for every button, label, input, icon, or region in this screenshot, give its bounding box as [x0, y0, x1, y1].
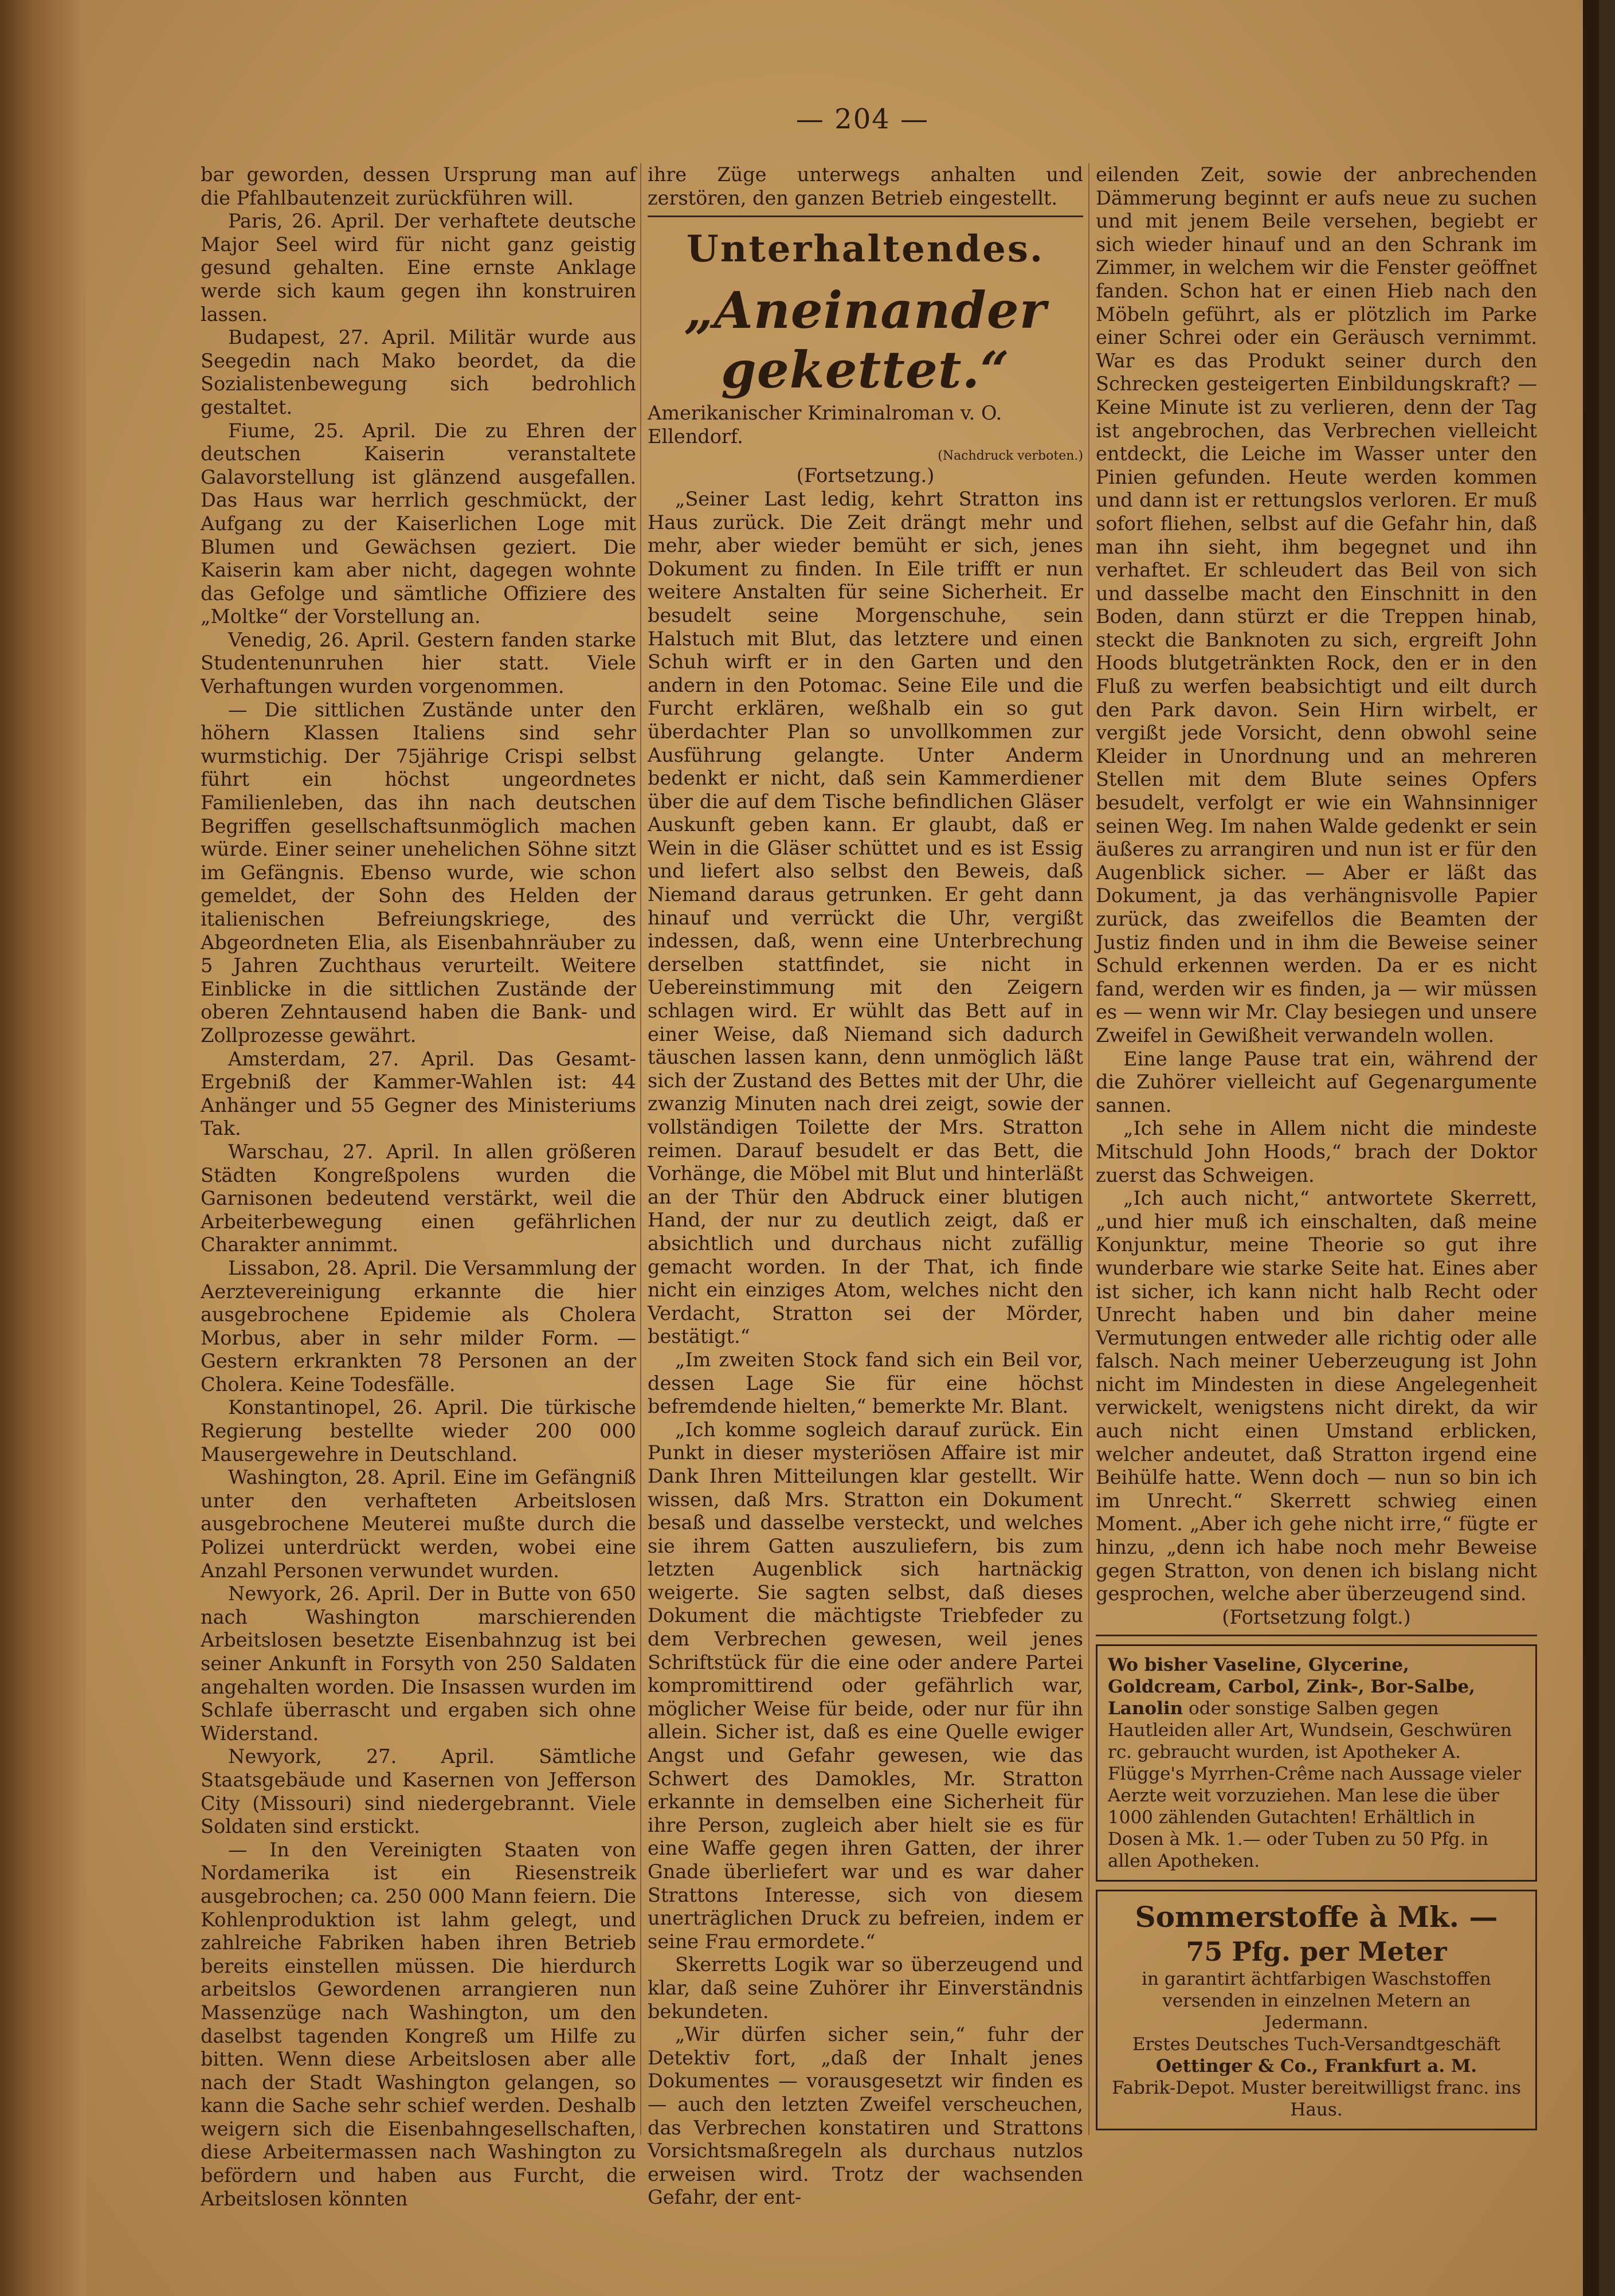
news-paragraph: bar geworden, dessen Ursprung man auf die Pfahlbautenzeit zurückführen will. — [201, 163, 636, 209]
news-item-paris: Paris, 26. April. Der verhaftete deutsche Major Seel wird für nicht ganz geistig gesund gehalten. Eine ernste Anklage werde sich kaum gegen ihn konstruiren lassen. — [201, 210, 636, 326]
column-feuilleton-cont — [1096, 163, 1537, 2130]
ad-line: Erstes Deutsches Tuch-Versandtgeschäft — [1132, 2034, 1501, 2055]
story-paragraph: „Seiner Last ledig, kehrt Stratton ins Haus zurück. Die Zeit drängt mehr und mehr, aber wieder bemüht er sich, jenes Dokument zu finden. In Eile trifft er nun weitere Anstalten für seine Sicherheit. Er besudelt seine Morgenschuhe, sein Halstuch mit Blut, das letztere und einen Schuh wirft er in den Garten und den andern in den Potomac. Seine Eile und die Furcht erklären, weßhalb ein so gut überdachter Plan so unvollkommen zur Ausführung gelangte. Unter Anderm bedenkt er nicht, daß sein Kammerdiener über die auf dem Tische befindlichen Gläser Auskunft geben kann. Er glaubt, daß er Wein in die Gläser schüttet und es ist Essig und liefert also selbst den Beweis, daß Niemand daraus getrunken. Er geht dann hinauf und verrückt die Uhr, vergißt indessen, daß, wenn eine Unterbrechung derselben stattfindet, sie nicht in Uebereinstimmung mit den Zeigern schlagen wird. Er wühlt das Bett auf in einer Weise, daß Niemand sich dadurch täuschen lassen kann, denn unmöglich läßt sich der Zustand des Bettes mit der Uhr, die zwanzig Minuten nach drei zeigt, sowie der vollständigen Toilette der Mrs. Stratton reimen. Darauf besudelt er das Bett, die Vorhänge, die Möbel mit Blut und hinterläßt an der Thür den Abdruck einer blutigen Hand, der nur zu deutlich zeigt, daß er absichtlich und durchaus nicht zufällig gemacht worden. In der That, ich finde nicht ein einziges Atom, welches nicht den Verdacht, Stratton sei der Mörder, bestätigt.“ — [648, 487, 1083, 1348]
section-heading: Unterhaltendes. — [686, 228, 1045, 271]
novel-subtitle: Amerikanischer Kriminalroman v. O. Ellendorf. — [648, 402, 1002, 448]
book-binding — [0, 0, 86, 2296]
story-paragraph: „Ich auch nicht,“ antwortete Skerrett, „und hier muß ich einschalten, daß meine Konjunktur, meine Theorie so gut ihre wunderbare wie starke Seite hat. Eines aber ist sicher, ich kann nicht halb Recht oder Unrecht haben und bin daher meine Vermutungen entweder alle richtig oder alle falsch. Nach meiner Ueberzeugung ist John nicht im Mindesten in diese Angelegenheit verwickelt, wenigstens nicht direkt, da wir auch nicht einen Umstand erblicken, welcher andeutet, daß Stratton irgend eine Beihülfe hatte. Wenn doch — nun so bin ich im Unrecht.“ Skerrett schwieg einen Moment. „Aber ich gehe nicht irre,“ fügte er hinzu, „denn ich habe noch mehr Beweise gegen Stratton, von denen ich bislang nicht gesprochen, welche aber überzeugend sind. — [1096, 1187, 1537, 1605]
advertisement-sommerstoffe — [1096, 1890, 1537, 2130]
news-item-fiume: Fiume, 25. April. Die zu Ehren der deutschen Kaiserin veranstaltete Galavorstellung ist glänzend ausgefallen. Das Haus war herrlich geschmückt, der Aufgang zu der Kaiserlichen Loge mit Blumen und Gewächsen geziert. Die Kaiserin kam aber nicht, dagegen wohnte das Gefolge und sämtliche Offiziere des „Moltke“ der Vorstellung an. — [201, 419, 636, 628]
story-paragraph: eilenden Zeit, sowie der anbrechenden Dämmerung beginnt er aufs neue zu suchen und mit jenem Beile versehen, begiebt er sich wieder hinauf und an den Schrank im Zimmer, in welchem wir die Fenster geöffnet fanden. Schon hat er einen Hieb nach den Möbeln geführt, als er plötzlich im Parke einer Schrei oder ein Geräusch vernimmt. War es das Produkt seiner durch den Schrecken gesteigerten Einbildungskraft? — Keine Minute ist zu verlieren, denn der Tag ist angebrochen, das Verbrechen vielleicht entdeckt, die Leiche im Wasser unter den Pinien gefunden. Heute werden kommen und dann ist er rettungslos verloren. Er muß sofort fliehen, selbst auf die Gefahr hin, daß man ihn sieht, ihm begegnet und ihn verhaftet. Er schleudert das Beil von sich und dasselbe macht den Einschnitt in den Boden, dann stürzt er die Treppen hinab, steckt die Banknoten zu sich, ergreift John Hoods blutgetränkten Rock, den er in den Fluß zu werfen beabsichtigt und eilt durch den Park davon. Sein Hirn wirbelt, er vergißt jede Vorsicht, denn obwohl seine Kleider in Unordnung und an mehreren Stellen mit dem Blute seines Opfers besudelt, verfolgt er wie ein Wahnsinniger seinen Weg. Im nahen Walde gedenkt er sein äußeres zu arrangiren und nun ist er für den Augenblick sicher. — Aber er läßt das Dokument, ja das verhängnisvolle Papier zurück, das zweifellos die Beamten der Justiz finden und in ihm die Beweise seiner Schuld erkennen werden. Da er es nicht fand, werden wir es finden, ja — wir müssen es — wenn wir Mr. Clay besiegen und unsere Zweifel in Gewißheit verwandeln wollen. — [1096, 163, 1537, 1047]
news-item-budapest: Budapest, 27. April. Militär wurde aus Seegedin nach Mako beordet, da die Sozialistenbewegung sich bedrohlich gestaltet. — [201, 326, 636, 418]
continuation-note: (Fortsetzung.) — [796, 464, 935, 487]
story-paragraph: Skerretts Logik war so überzeugend und klar, daß seine Zuhörer ihr Einverständnis bekundeten. — [648, 1953, 1083, 2023]
news-item-newyork-2: Newyork, 27. April. Sämtliche Staatsgebäude und Kasernen von Jefferson City (Missouri) sind niedergebrannt. Viele Soldaten sind erstickt. — [201, 1745, 636, 1838]
ad-lead: Wo bisher Vaseline, Glycerine, Goldcream, Carbol, Zink-, Bor-Salbe, Lanolin — [1108, 1655, 1475, 1719]
story-paragraph: „Ich sehe in Allem nicht die mindeste Mitschuld John Hoods,“ brach der Doktor zuerst das Schweigen. — [1096, 1117, 1537, 1186]
column-feuilleton — [648, 163, 1083, 2209]
news-item-konstantinopel: Konstantinopel, 26. April. Die türkische Regierung bestellte wieder 200 000 Mausergewehre in Deutschland. — [201, 1396, 636, 1466]
page-number: — 204 — — [795, 103, 930, 135]
ad-price: 75 Pfg. per Meter — [1186, 1936, 1447, 1968]
news-item-venedig: Venedig, 26. April. Gestern fanden starke Studentenunruhen hier statt. Viele Verhaftungen wurden vorgenommen. — [201, 628, 636, 698]
column-news — [201, 163, 636, 2211]
column-divider-1 — [640, 163, 641, 2135]
news-item-vereinigte-staaten: — In den Vereinigten Staaten von Nordamerika ist ein Riesenstreik ausgebrochen; ca. 250 000 Mann feiern. Die Kohlenproduktion ist lahm gelegt, und zahlreiche Fabriken haben ihren Betrieb bereits einstellen müssen. Die hierdurch arbeitslos Gewordenen arrangieren nun Massenzüge nach Washington, um den daselbst tagenden Kongreß um Hilfe zu bitten. Wenn diese Arbeitslosen aber alle nach der Stadt Washington gelangen, so kann die Sache sehr schief werden. Deshalb weigern sich die Eisenbahngesellschaften, diese Arbeitermassen nach Washington zu befördern und haben aus Furcht, die Arbeitslosen könnten — [201, 1838, 636, 2210]
ad-line: Fabrik-Depot. Muster bereitwilligst franc. ins Haus. — [1112, 2078, 1521, 2121]
ad-company: Oettinger & Co., Frankfurt a. M. — [1155, 2056, 1477, 2077]
to-be-continued: (Fortsetzung folgt.) — [1222, 1605, 1411, 1628]
news-item-washington: Washington, 28. April. Eine im Gefängniß unter den verhafteten Arbeitslosen ausgebrochene Meuterei mußte durch die Polizei unterdrückt werden, wobei eine Anzahl Personen verwundet wurden. — [201, 1466, 636, 1582]
column-divider-2 — [1088, 163, 1089, 2135]
ad-rule — [1096, 1635, 1537, 1636]
ad-headline: Sommerstoffe à Mk. — — [1135, 1900, 1498, 1934]
ad-body: oder sonstige Salben gegen Hautleiden aller Art, Wundsein, Geschwüren rc. gebraucht wurden, ist Apotheker A. Flügge's Myrrhen-Crême nach Aussage vieler Aerzte weit vorzuziehen. Man lese die über 1000 zählenden Gutachten! Erhältlich in Dosen à Mk. 1.— oder Tuben zu 50 Pfg. in allen Apotheken. — [1108, 1698, 1522, 1872]
news-item-newyork-1: Newyork, 26. April. Der in Butte von 650 nach Washington marschierenden Arbeitslosen besetzte Eisenbahnzug ist bei seiner Ankunft in Forsyth von 250 Saldaten angehalten worden. Die Insassen wurden im Schlafe überrascht und ergaben sich ohne Widerstand. — [201, 1582, 636, 1745]
ad-line: versenden in einzelnen Metern an Jedermann. — [1162, 1991, 1471, 2034]
news-paragraph-end: ihre Züge unterwegs anhalten und zerstören, den ganzen Betrieb eingestellt. — [648, 163, 1083, 209]
story-paragraph: „Wir dürfen sicher sein,“ fuhr der Detektiv fort, „daß der Inhalt jenes Dokumentes — vorausgesetzt wir finden es — auch den letzten Zweifel verscheuchen, das Verbrechen konstatiren und Strattons Vorsichtsmaßregeln als durchaus nutzlos erweisen wird. Trotz der wachsenden Gefahr, der ent- — [648, 2023, 1083, 2209]
section-rule — [648, 216, 1083, 217]
story-paragraph: „Ich komme sogleich darauf zurück. Ein Punkt in dieser mysteriösen Affaire ist mir Dank Ihren Mitteilungen klar gestellt. Wir wissen, daß Mrs. Stratton ein Dokument besaß und dasselbe versteckt, und welches sie ihrem Gatten auszuliefern, bis zum letzten Augenblick sich hartnäckig weigerte. Sie sagten selbst, daß dieses Dokument die mächtigste Triebfeder zu dem Verbrechen gewesen, weil jenes Schriftstück für die eine oder andere Partei kompromittirend oder gefährlich war, möglicher Weise für beide, oder nur für ihn allein. Sicher ist, daß es eine Quelle ewiger Angst und Gefahr gewesen, wie das Schwert des Damokles, Mr. Stratton erkannte in demselben eine Sicherheit für ihre Person, zugleich aber hielt sie es für eine Waffe gegen ihren Gatten, der ihrer Gnade überliefert war und es war daher Strattons Interesse, sich von diesem unerträglichen Druck zu befreien, indem er seine Frau ermordete.“ — [648, 1418, 1083, 1953]
advertisement-salve — [1096, 1644, 1537, 1882]
news-item-italien: — Die sittlichen Zustände unter den höhern Klassen Italiens sind sehr wurmstichig. Der 75jährige Crispi selbst führt ein höchst ungeordnetes Familienleben, das ihn nach deutschen Begriffen gesellschaftsunmöglich machen würde. Einer seiner unehelichen Söhne sitzt im Gefängnis. Ebenso wurde, wie schon gemeldet, der Sohn des Helden der italienischen Befreiungskriege, des Abgeordneten Elia, als Eisenbahnräuber zu 5 Jahren Zuchthaus verurteilt. Weitere Einblicke in die sittlichen Zustände der oberen Zehntausend haben die Bank- und Zollprozesse gewährt. — [201, 698, 636, 1047]
news-item-lissabon: Lissabon, 28. April. Die Versammlung der Aerztevereinigung erkannte die hier ausgebrochene Epidemie als Cholera Morbus, aber in sehr milder Form. — Gestern erkrankten 78 Personen an der Cholera. Keine Todesfälle. — [201, 1256, 636, 1396]
news-item-warschau: Warschau, 27. April. In allen größeren Städten Kongreßpolens wurden die Garnisonen bedeutend verstärkt, weil die Arbeiterbewegung einen gefährlichen Charakter annimmt. — [201, 1140, 636, 1256]
page-edge — [1583, 0, 1599, 2296]
ad-line: in garantirt ächtfarbigen Waschstoffen — [1142, 1969, 1491, 1990]
news-item-amsterdam: Amsterdam, 27. April. Das Gesamt-Ergebniß der Kammer-Wahlen ist: 44 Anhänger und 55 Gegner des Ministeriums Tak. — [201, 1047, 636, 1140]
story-paragraph: „Im zweiten Stock fand sich ein Beil vor, dessen Lage Sie für eine höchst befremdende hielten,“ bemerkte Mr. Blant. — [648, 1348, 1083, 1418]
reprint-note: (Nachdruck verboten.) — [938, 449, 1083, 464]
story-paragraph: Eine lange Pause trat ein, während der die Zuhörer vielleicht auf Gegenargumente sannen. — [1096, 1047, 1537, 1116]
novel-title: „Aneinander gekettet.“ — [684, 280, 1047, 400]
